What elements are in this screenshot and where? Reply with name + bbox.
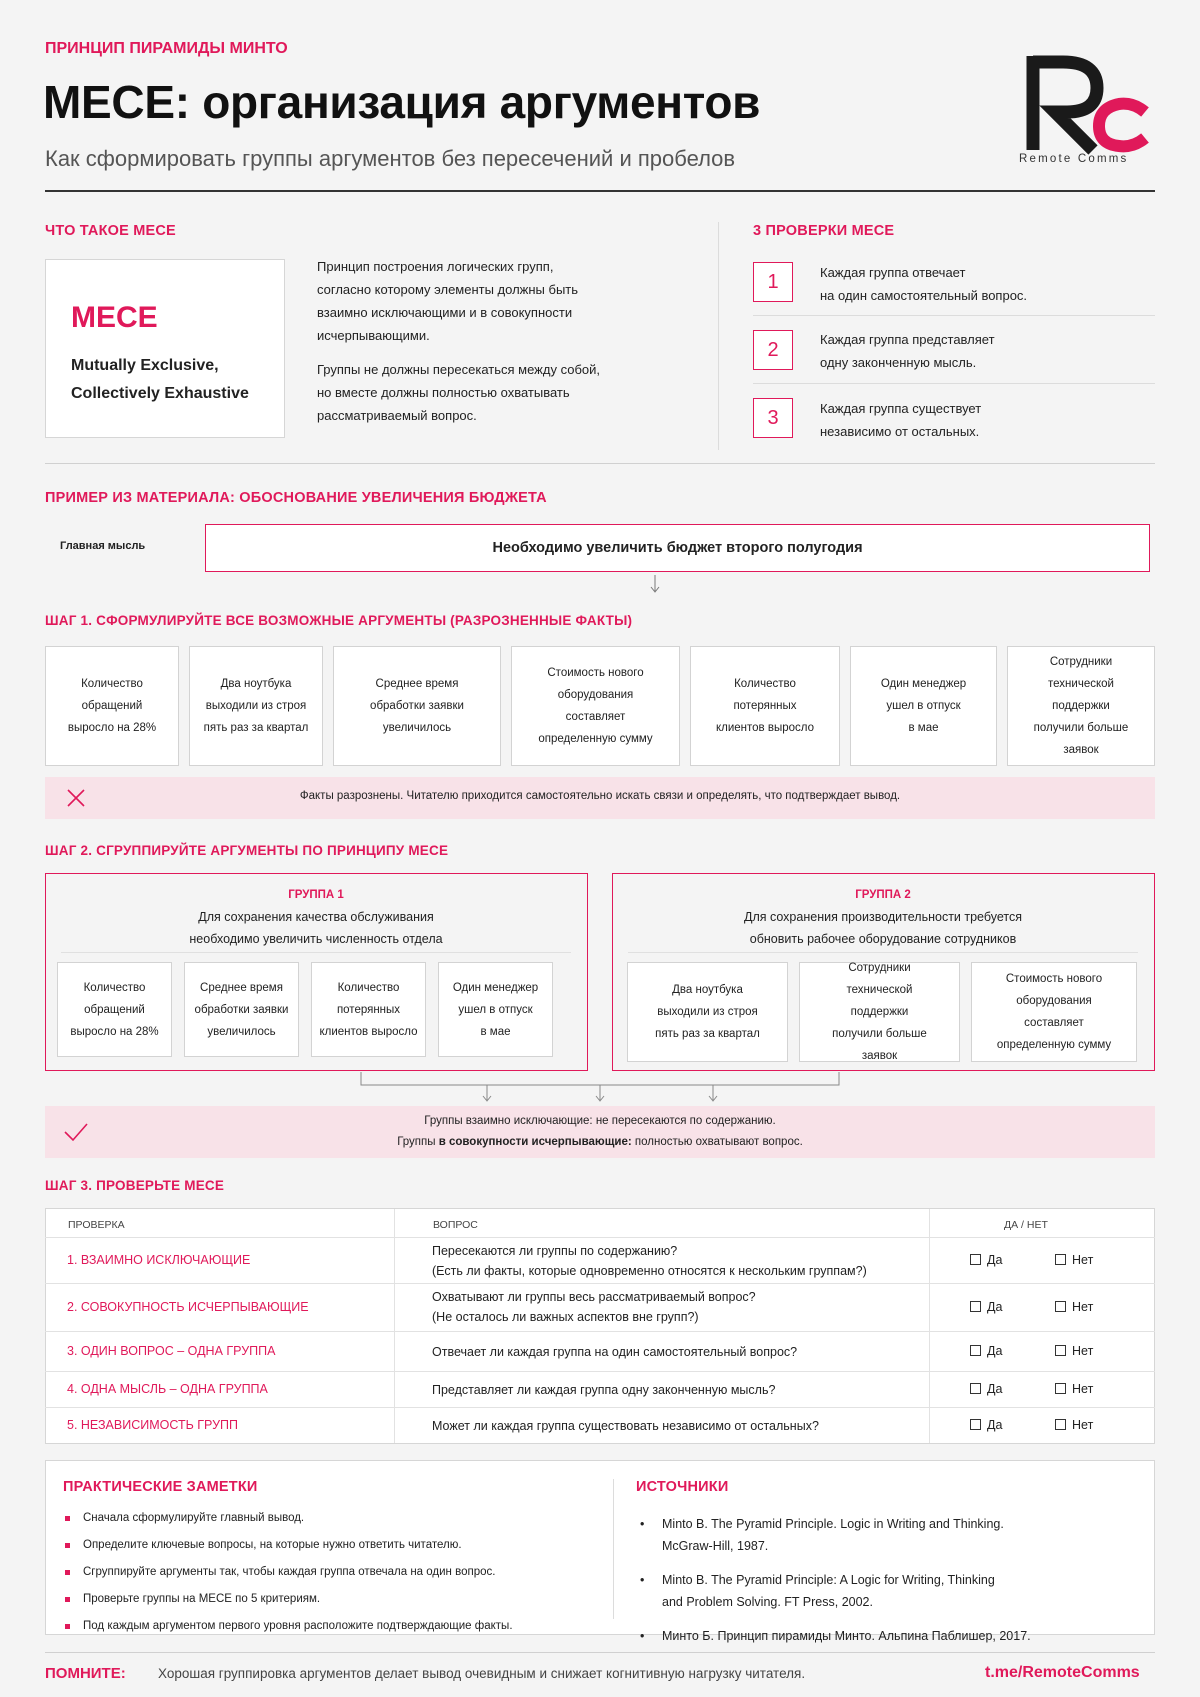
yes-label: Да: [987, 1344, 1003, 1358]
checkbox-icon[interactable]: [970, 1301, 981, 1312]
group-2-card: [627, 962, 788, 1062]
success-line-1: Группы взаимно исключающие: не пересекаются по содержанию.: [424, 1115, 776, 1127]
card-line: выросло на 28%: [67, 722, 157, 734]
success-strip: [45, 1106, 1155, 1158]
card-line: технической: [1048, 678, 1114, 690]
card-line: составляет: [565, 711, 626, 723]
check-question: [432, 1241, 867, 1281]
check-2-line-1: Каждая группа представляет: [820, 332, 995, 347]
what-title: ЧТО ТАКОЕ MECE: [45, 223, 176, 239]
check-criterion: 2. СОВОКУПНОСТЬ ИСЧЕРПЫВАЮЩИЕ: [67, 1300, 309, 1314]
footer-label: ПОМНИТЕ:: [45, 1665, 126, 1682]
card-line: пять раз за квартал: [203, 722, 309, 734]
fact-card-text: [204, 673, 309, 739]
question-line: Отвечает ли каждая группа на один самостоятельный вопрос?: [432, 1345, 798, 1359]
source-2-line-2: and Problem Solving. FT Press, 2002.: [662, 1595, 873, 1609]
check-2-line-2: одну законченную мысль.: [820, 355, 977, 370]
checkbox-icon[interactable]: [1055, 1345, 1066, 1356]
card-line: Количество: [734, 678, 796, 690]
card-line: поддержки: [1052, 700, 1110, 712]
checkbox-icon[interactable]: [1055, 1254, 1066, 1265]
arrow-down-icon: [648, 575, 662, 595]
card-line: выходили из строя: [657, 1006, 758, 1018]
fact-card: [45, 646, 179, 766]
table-row: [45, 1331, 1155, 1371]
check-text-1: [820, 261, 1027, 307]
card-line: ушел в отпуск: [458, 1003, 533, 1016]
question-line: Пересекаются ли группы по содержанию?: [432, 1244, 678, 1258]
what-p2-line-3: рассматриваемый вопрос.: [317, 408, 477, 423]
card-line: заявок: [1063, 744, 1099, 756]
card-line: составляет: [1024, 1017, 1084, 1029]
card-line: потерянных: [733, 700, 797, 712]
remote-comms-logo: [1015, 50, 1155, 170]
yes-checkbox[interactable]: [970, 1382, 1002, 1396]
check-divider: [753, 383, 1155, 384]
card-line: Стоимость нового: [547, 667, 644, 679]
card-line: клиентов выросло: [319, 1025, 418, 1038]
card-line: в мае: [908, 722, 939, 734]
col-header-check: ПРОВЕРКА: [68, 1219, 125, 1231]
card-line: в мае: [480, 1025, 511, 1038]
mece-definition-box: [45, 259, 285, 438]
note-item: Проверьте группы на MECE по 5 критериям.: [63, 1586, 603, 1613]
group-1-card: [184, 962, 299, 1057]
step2-title: ШАГ 2. СГРУППИРУЙТЕ АРГУМЕНТЫ ПО ПРИНЦИПУ MECE: [45, 843, 449, 858]
fact-card-text: [68, 673, 156, 739]
no-checkbox[interactable]: [1055, 1418, 1093, 1432]
group-1-card-text: [319, 977, 417, 1043]
group-1-card-text: [70, 977, 158, 1043]
col-header-yesno: ДА / НЕТ: [1004, 1219, 1048, 1231]
source-1-line-1: • Minto B. The Pyramid Principle. Logic in Writing and Thinking.: [662, 1517, 1004, 1531]
checkbox-icon[interactable]: [970, 1345, 981, 1356]
note-item: Сначала сформулируйте главный вывод.: [63, 1505, 603, 1532]
card-line: обращений: [84, 1003, 145, 1016]
step1-title: ШАГ 1. СФОРМУЛИРУЙТЕ ВСЕ ВОЗМОЖНЫЕ АРГУМЕНТЫ (РАЗРОЗНЕННЫЕ ФАКТЫ): [45, 613, 633, 628]
no-checkbox[interactable]: [1055, 1382, 1093, 1396]
card-line: Один менеджер: [452, 981, 539, 994]
success-line-2-c: полностью охватывают вопрос.: [631, 1136, 803, 1148]
notes-sources-box: [45, 1460, 1155, 1643]
group-2-divider: [628, 952, 1138, 953]
mece-expansion: [71, 352, 249, 408]
table-row: [45, 1237, 1155, 1283]
fact-card-text: [370, 673, 464, 739]
what-p1-line-1: Принцип построения логических групп,: [317, 259, 554, 274]
page-title: MECE: организация аргументов: [43, 76, 761, 128]
note-item: Под каждым аргументом первого уровня расположите подтверждающие факты.: [63, 1613, 603, 1640]
check-question: [432, 1342, 797, 1362]
table-row: [45, 1283, 1155, 1331]
warning-strip: [45, 777, 1155, 819]
checks-title: 3 ПРОВЕРКИ MECE: [753, 223, 895, 239]
card-line: Среднее время: [200, 981, 283, 994]
yes-label: Да: [987, 1253, 1003, 1267]
mece-expansion-line-1: Mutually Exclusive,: [71, 357, 219, 374]
group-2-card: [799, 962, 960, 1062]
footer-link[interactable]: t.me/RemoteComms: [985, 1664, 1140, 1681]
no-label: Нет: [1072, 1418, 1094, 1432]
check-criterion: 5. НЕЗАВИСИМОСТЬ ГРУПП: [67, 1418, 239, 1432]
page-subtitle: Как сформировать группы аргументов без пересечений и пробелов: [45, 146, 736, 171]
fact-card-text: [716, 673, 814, 739]
no-label: Нет: [1072, 1382, 1094, 1396]
source-2-line-1: • Minto B. The Pyramid Principle: A Logic for Writing, Thinking: [662, 1573, 995, 1587]
card-line: увеличилось: [382, 722, 452, 734]
col-header-question: ВОПРОС: [433, 1219, 478, 1231]
card-line: поддержки: [850, 1006, 909, 1018]
group-1-card: [438, 962, 553, 1057]
card-line: Два ноутбука: [220, 678, 292, 690]
check-question: [432, 1380, 775, 1400]
question-note: (Не осталось ли важных аспектов вне групп?): [432, 1310, 699, 1324]
card-line: Стоимость нового: [1005, 973, 1103, 985]
group-1-line-1: Для сохранения качества обслуживания: [198, 910, 434, 924]
fact-card: [333, 646, 501, 766]
checkbox-icon[interactable]: [970, 1383, 981, 1394]
what-p1-line-3: взаимно исключающими и в совокупности: [317, 305, 573, 320]
no-checkbox[interactable]: [1055, 1253, 1093, 1267]
fact-card-text: [881, 673, 966, 739]
group-2-card: [971, 962, 1137, 1062]
rc-logo-icon: [1015, 50, 1155, 160]
card-line: Один менеджер: [880, 678, 967, 690]
no-checkbox[interactable]: [1055, 1344, 1093, 1358]
success-line-2: [45, 1132, 1155, 1153]
section-divider: [45, 463, 1155, 464]
table-row: [45, 1407, 1155, 1443]
main-thought-label: Главная мысль: [60, 540, 146, 552]
header-divider: [45, 190, 1155, 192]
notes-title: ПРАКТИЧЕСКИЕ ЗАМЕТКИ: [63, 1479, 258, 1495]
card-line: Количество: [83, 981, 146, 994]
note-item: Определите ключевые вопросы, на которые нужно ответить читателю.: [63, 1532, 603, 1559]
source-item: [636, 1513, 1136, 1557]
checkbox-icon[interactable]: [1055, 1383, 1066, 1394]
source-1-line-2: McGraw-Hill, 1987.: [662, 1539, 769, 1553]
group-1-divider: [61, 952, 571, 953]
card-line: оборудования: [557, 689, 634, 701]
group-1-label: ГРУППА 1: [288, 889, 344, 901]
question-line: Представляет ли каждая группа одну законченную мысль?: [432, 1383, 776, 1397]
warning-text: Факты разрознены. Читателю приходится самостоятельно искать связи и определять, что подтверждает вывод.: [299, 790, 901, 802]
what-p1-line-4: исчерпывающими.: [317, 328, 430, 343]
card-line: получили больше: [832, 1028, 927, 1040]
card-line: Количество: [81, 678, 143, 690]
group-1-card-text: [453, 977, 538, 1043]
sources-title: ИСТОЧНИКИ: [636, 1479, 729, 1495]
card-line: выходили из строя: [205, 700, 307, 712]
success-line-2-a: Группы: [397, 1136, 439, 1148]
fact-card-text: [1034, 651, 1129, 761]
check-number-1: 1: [753, 262, 793, 302]
check-3-line-2: независимо от остальных.: [820, 424, 980, 439]
check-1-line-2: на один самостоятельный вопрос.: [820, 288, 1028, 303]
success-text: [45, 1111, 1155, 1153]
source-item: [636, 1569, 1136, 1613]
main-thought-box: Необходимо увеличить бюджет второго полугодия: [205, 524, 1150, 572]
no-label: Нет: [1072, 1344, 1094, 1358]
what-p2-line-1: Группы не должны пересекаться между собой,: [317, 362, 600, 377]
what-p2-line-2: но вместе должны полностью охватывать: [317, 385, 570, 400]
check-text-2: [820, 328, 995, 374]
group-1-line-2: необходимо увеличить численность отдела: [189, 932, 443, 946]
check-question: [432, 1287, 756, 1327]
fact-card: [850, 646, 997, 766]
card-line: обращений: [81, 700, 143, 712]
checkbox-icon[interactable]: [1055, 1301, 1066, 1312]
example-title: ПРИМЕР ИЗ МАТЕРИАЛА: ОБОСНОВАНИЕ УВЕЛИЧЕНИЯ БЮДЖЕТА: [45, 490, 547, 506]
group-2-card-text: [832, 957, 927, 1067]
card-line: обработки заявки: [194, 1003, 289, 1016]
card-line: Количество: [337, 981, 400, 994]
group-2-line-2: обновить рабочее оборудование сотрудников: [749, 932, 1017, 946]
question-line: Охватывают ли группы весь рассматриваемый вопрос?: [432, 1290, 756, 1304]
fact-card: [189, 646, 323, 766]
card-line: технической: [846, 984, 913, 996]
check-text-3: [820, 397, 981, 443]
success-line-2-bold: в совокупности исчерпывающие:: [438, 1136, 632, 1148]
yes-label: Да: [987, 1382, 1003, 1396]
card-line: заявок: [861, 1050, 898, 1062]
card-line: выросло на 28%: [70, 1025, 159, 1038]
check-criterion: 4. ОДНА МЫСЛЬ – ОДНА ГРУППА: [67, 1382, 268, 1396]
check-question: [432, 1416, 819, 1436]
step3-title: ШАГ 3. ПРОВЕРЬТЕ MECE: [45, 1178, 225, 1193]
card-line: определенную сумму: [538, 733, 653, 745]
checkbox-icon[interactable]: [1055, 1419, 1066, 1430]
no-checkbox[interactable]: [1055, 1300, 1093, 1314]
group-2-card-text: [655, 979, 760, 1045]
no-label: Нет: [1072, 1253, 1094, 1267]
notes-list: [63, 1505, 603, 1640]
source-3-line-1: • Минто Б. Принцип пирамиды Минто. Альпина Паблишер, 2017.: [662, 1629, 1031, 1643]
vertical-divider: [718, 222, 719, 450]
question-note: (Есть ли факты, которые одновременно относятся к нескольким группам?): [432, 1264, 867, 1278]
group-1-description: [46, 906, 586, 950]
group-2-description: [613, 906, 1153, 950]
card-line: Среднее время: [375, 678, 459, 690]
check-number-2: 2: [753, 330, 793, 370]
no-label: Нет: [1072, 1300, 1094, 1314]
check-divider: [753, 315, 1155, 316]
check-3-line-1: Каждая группа существует: [820, 401, 982, 416]
card-line: Два ноутбука: [672, 984, 743, 996]
group-1-box: [45, 873, 588, 1071]
source-item: [636, 1625, 1136, 1647]
mece-expansion-line-2: Collectively Exhaustive: [71, 385, 249, 402]
checkbox-icon[interactable]: [970, 1254, 981, 1265]
card-line: увеличилось: [207, 1025, 276, 1038]
group-2-box: [612, 873, 1155, 1071]
checkbox-icon[interactable]: [970, 1419, 981, 1430]
group-1-card-text: [195, 977, 289, 1043]
table-row: [45, 1371, 1155, 1407]
card-line: Сотрудники: [848, 962, 911, 974]
yes-label: Да: [987, 1418, 1003, 1432]
header-kicker: ПРИНЦИП ПИРАМИДЫ МИНТО: [45, 40, 288, 57]
yes-checkbox[interactable]: [970, 1344, 1002, 1358]
yes-checkbox[interactable]: [970, 1418, 1002, 1432]
logo-text: Remote Comms: [1019, 153, 1129, 165]
card-line: обработки заявки: [370, 700, 464, 712]
group-1-card: [57, 962, 172, 1057]
card-line: оборудования: [1016, 995, 1092, 1007]
mece-acronym: MECE: [71, 301, 158, 334]
fact-card: [511, 646, 680, 766]
card-line: клиентов выросло: [715, 722, 815, 734]
fact-card-text: [538, 662, 652, 750]
yes-label: Да: [987, 1300, 1003, 1314]
what-description: [317, 255, 600, 427]
group-2-label: ГРУППА 2: [855, 889, 911, 901]
yes-checkbox[interactable]: [970, 1300, 1002, 1314]
card-line: ушел в отпуск: [886, 700, 961, 712]
check-number-3: 3: [753, 398, 793, 438]
note-item: Сгруппируйте аргументы так, чтобы каждая группа отвечала на один вопрос.: [63, 1559, 603, 1586]
question-line: Может ли каждая группа существовать независимо от остальных?: [432, 1419, 819, 1433]
footer-text: Хорошая группировка аргументов делает вывод очевидным и снижает когнитивную нагрузку читателя.: [158, 1666, 806, 1681]
card-line: потерянных: [336, 1003, 401, 1016]
card-line: Сотрудники: [1049, 656, 1113, 668]
group-2-line-1: Для сохранения производительности требуется: [743, 910, 1022, 924]
group-1-card: [311, 962, 426, 1057]
fact-card: [1007, 646, 1155, 766]
check-1-line-1: Каждая группа отвечает: [820, 265, 966, 280]
card-line: получили больше: [1033, 722, 1129, 734]
card-line: пять раз за квартал: [655, 1028, 760, 1040]
check-criterion: 1. ВЗАИМНО ИСКЛЮЧАЮЩИЕ: [67, 1253, 251, 1267]
yes-checkbox[interactable]: [970, 1253, 1002, 1267]
notes-divider: [613, 1479, 614, 1619]
card-line: определенную сумму: [996, 1039, 1112, 1051]
sources-list: [636, 1513, 1136, 1659]
group-2-card-text: [997, 968, 1111, 1056]
fact-card: [690, 646, 840, 766]
what-p1-line-2: согласно которому элементы должны быть: [317, 282, 579, 297]
footer-divider: [45, 1652, 1155, 1653]
check-criterion: 3. ОДИН ВОПРОС – ОДНА ГРУППА: [67, 1344, 276, 1358]
